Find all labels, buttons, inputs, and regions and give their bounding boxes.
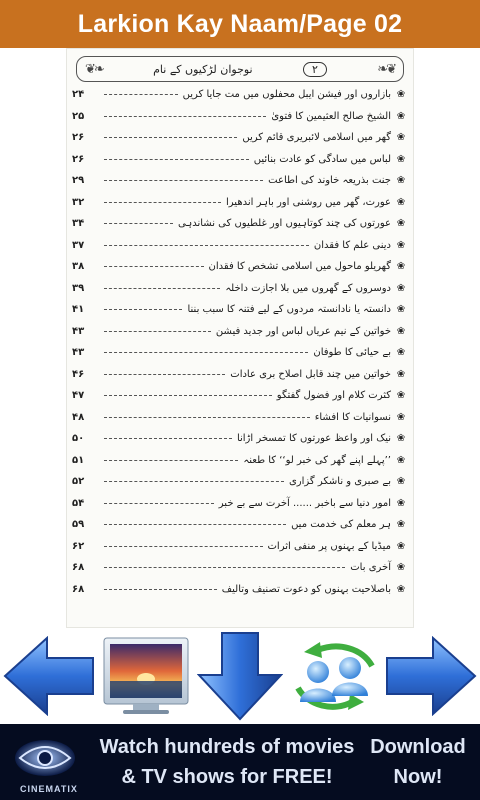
toc-leader-dots xyxy=(104,524,286,525)
toc-leader-dots xyxy=(104,223,173,224)
toc-leader-dots xyxy=(104,309,182,310)
toc-leader-dots xyxy=(104,374,225,375)
toc-entry-title: دانستہ یا نادانستہ مردوں کے لیے فتنہ کا سبب بننا xyxy=(187,304,391,316)
bullet-flower-icon: ❀ xyxy=(396,390,406,402)
toc-leader-dots xyxy=(104,288,220,289)
ad-message-line1: Watch hundreds of movies xyxy=(99,736,355,758)
toc-entry-title: الشیخ صالح العثیمین کا فتویٰ xyxy=(271,110,391,122)
bullet-flower-icon: ❀ xyxy=(396,368,406,380)
page-header-title: نوجوان لڑکیوں کے نام xyxy=(153,62,253,76)
book-page xyxy=(66,48,414,628)
toc-leader-dots xyxy=(104,137,237,138)
toc-entry-page: ۲۵ xyxy=(72,110,85,122)
toc-entry-page: ۴۳ xyxy=(72,347,85,359)
toc-entry xyxy=(72,321,408,343)
toc-entry-title: گھریلو ماحول میں اسلامی تشخص کا فقدان xyxy=(208,261,391,273)
toc-entry-title: عورتوں کی چند کوتاہیوں اور غلطیوں کی نشاندہی xyxy=(178,218,391,230)
ad-cta-line1: Download xyxy=(370,736,466,758)
toc-entry xyxy=(72,235,408,257)
app-title-bar xyxy=(0,0,480,48)
toc-entry xyxy=(72,149,408,171)
next-page-arrow-icon xyxy=(385,636,477,716)
toc-entry-page: ۳۹ xyxy=(72,282,85,294)
toc-entry xyxy=(72,471,408,493)
toc-leader-dots xyxy=(104,159,249,160)
toc-entry-page: ۶۸ xyxy=(72,583,85,595)
toc-entry-title: دینی علم کا فقدان xyxy=(313,239,391,251)
ad-message xyxy=(92,732,362,792)
toc-entry-title: ہر معلم کی خدمت میں xyxy=(291,519,391,531)
previous-page-button[interactable] xyxy=(0,628,98,724)
toc-entry-page: ۴۳ xyxy=(72,325,85,337)
bullet-flower-icon: ❀ xyxy=(396,454,406,466)
navigation-bar xyxy=(0,628,480,724)
toc-entry-page: ۴۶ xyxy=(72,368,85,380)
toc-leader-dots xyxy=(104,460,238,461)
toc-entry xyxy=(72,106,408,128)
toc-entry-page: ۵۰ xyxy=(72,433,85,445)
toc-entry-title: لباس میں سادگی کو عادت بنائیں xyxy=(253,153,391,165)
toc-entry-title: عورت، گھر میں روشنی اور باہر اندھیرا xyxy=(226,196,391,208)
bullet-flower-icon: ❀ xyxy=(396,476,406,488)
toc-entry xyxy=(72,127,408,149)
bullet-flower-icon: ❀ xyxy=(396,239,406,251)
next-page-button[interactable] xyxy=(382,628,480,724)
toc-entry xyxy=(72,407,408,429)
toc-entry-page: ۴۱ xyxy=(72,304,85,316)
bullet-flower-icon: ❀ xyxy=(396,411,406,423)
toc-entry xyxy=(72,213,408,235)
bullet-flower-icon: ❀ xyxy=(396,282,406,294)
toc-entry-page: ۳۸ xyxy=(72,261,85,273)
toc-leader-dots xyxy=(104,503,214,504)
download-button[interactable] xyxy=(194,628,286,724)
toc-leader-dots xyxy=(104,567,345,568)
toc-entry-page: ۶۸ xyxy=(72,562,85,574)
download-arrow-icon xyxy=(197,631,283,721)
toc-entry-page: ۳۷ xyxy=(72,239,85,251)
toc-entry xyxy=(72,514,408,536)
toc-entry xyxy=(72,493,408,515)
ad-banner[interactable] xyxy=(0,724,480,800)
share-button[interactable] xyxy=(286,628,382,724)
toc-entry xyxy=(72,364,408,386)
bullet-flower-icon: ❀ xyxy=(396,562,406,574)
toc-entry-title: باصلاحیت بہنوں کو دعوت تصنیف وتالیف xyxy=(221,583,391,595)
toc-entry-page: ۲۹ xyxy=(72,175,85,187)
toc-entry-title: خواتین کے نیم عریاں لباس اور جدید فیشن xyxy=(215,325,391,337)
toc-entry xyxy=(72,536,408,558)
toc-leader-dots xyxy=(104,202,221,203)
bullet-flower-icon: ❀ xyxy=(396,196,406,208)
toc-entry xyxy=(72,170,408,192)
toc-entry-title: میڈیا کے بہنوں پر منفی اثرات xyxy=(267,540,391,552)
toc-entry-page: ۶۲ xyxy=(72,540,85,552)
toc-entry-title: دوسروں کے گھروں میں بلا اجازت داخلہ xyxy=(225,282,391,294)
toc-entry xyxy=(72,256,408,278)
toc-entry xyxy=(72,557,408,579)
toc-entry xyxy=(72,428,408,450)
toc-entry-title: نسوانیات کا افشاء xyxy=(314,411,391,423)
toc-entry-page: ۵۹ xyxy=(72,519,85,531)
toc-entry xyxy=(72,450,408,472)
toc-entry xyxy=(72,278,408,300)
bullet-flower-icon: ❀ xyxy=(396,261,406,273)
toc-leader-dots xyxy=(104,116,266,117)
toc-leader-dots xyxy=(104,417,310,418)
page-header xyxy=(76,56,404,82)
toc-entry xyxy=(72,192,408,214)
toc-entry xyxy=(72,342,408,364)
toc-entry-title: خواتین میں چند قابل اصلاح بری عادات xyxy=(230,368,391,380)
bullet-flower-icon: ❀ xyxy=(396,540,406,552)
toc-entry-page: ۵۴ xyxy=(72,497,85,509)
ad-logo-text: CINEMATIX xyxy=(20,784,78,794)
toc-entry-page: ۵۲ xyxy=(72,476,85,488)
toc-entry-page: ۵۱ xyxy=(72,454,85,466)
toc-entry-page: ۴۷ xyxy=(72,390,85,402)
bullet-flower-icon: ❀ xyxy=(396,153,406,165)
toc-leader-dots xyxy=(104,438,232,439)
toc-entry-page: ۳۲ xyxy=(72,196,85,208)
bullet-flower-icon: ❀ xyxy=(396,175,406,187)
toc-leader-dots xyxy=(104,546,263,547)
toc-entry-title: بے صبری و ناشکر گزاری xyxy=(288,476,391,488)
toc-leader-dots xyxy=(104,481,284,482)
toc-leader-dots xyxy=(104,245,309,246)
bullet-flower-icon: ❀ xyxy=(396,519,406,531)
toc-entry-page: ۳۴ xyxy=(72,218,85,230)
share-users-icon xyxy=(288,636,380,716)
bullet-flower-icon: ❀ xyxy=(396,583,406,595)
table-of-contents xyxy=(72,84,408,600)
toc-leader-dots xyxy=(104,395,272,396)
toc-leader-dots xyxy=(104,352,308,353)
toc-entry-page: ۲۶ xyxy=(72,132,85,144)
toc-entry-title: ’’پہلے اپنے گھر کی خبر لو‘‘ کا طعنہ xyxy=(243,454,391,466)
toc-entry-page: ۲۴ xyxy=(72,89,85,101)
toc-entry-title: آخری بات xyxy=(350,562,391,574)
page-number: ۲ xyxy=(303,62,327,77)
bullet-flower-icon: ❀ xyxy=(396,132,406,144)
toc-entry-title: کثرت کلام اور فضول گفتگو xyxy=(276,390,391,402)
toc-entry-title: بے حیائی کا طوفان xyxy=(313,347,391,359)
toc-entry-title: نیک اور واعظ عورتوں کا تمسخر اڑانا xyxy=(236,433,391,445)
bullet-flower-icon: ❀ xyxy=(396,110,406,122)
toc-entry-title: امور دنیا سے باخبر ...... آخرت سے بے خبر xyxy=(218,497,391,509)
ad-message-line2: & TV shows for FREE! xyxy=(121,766,333,788)
bullet-flower-icon: ❀ xyxy=(396,304,406,316)
toc-entry-title: بازاروں اور فیشن ایبل محفلوں میں مت جایا کریں xyxy=(182,89,391,101)
toc-leader-dots xyxy=(104,331,211,332)
toc-leader-dots xyxy=(104,266,204,267)
toc-entry xyxy=(72,84,408,106)
toc-entry-page: ۲۶ xyxy=(72,153,85,165)
app-title: Larkion Kay Naam/Page 02 xyxy=(77,9,403,38)
bullet-flower-icon: ❀ xyxy=(396,497,406,509)
ad-download-cta[interactable] xyxy=(362,732,474,792)
bullet-flower-icon: ❀ xyxy=(396,433,406,445)
ornament-icon: ❧❦ xyxy=(377,61,395,77)
toc-entry xyxy=(72,299,408,321)
toc-entry-title: جنت بذریعہ خاوند کی اطاعت xyxy=(268,175,391,187)
bullet-flower-icon: ❀ xyxy=(396,347,406,359)
toc-entry-title: گھر میں اسلامی لائبریری قائم کریں xyxy=(242,132,391,144)
ornament-icon: ❦❧ xyxy=(85,61,103,77)
toc-leader-dots xyxy=(104,180,263,181)
bullet-flower-icon: ❀ xyxy=(396,325,406,337)
bullet-flower-icon: ❀ xyxy=(396,89,406,101)
toc-entry-page: ۴۸ xyxy=(72,411,85,423)
toc-leader-dots xyxy=(104,589,217,590)
toc-entry xyxy=(72,385,408,407)
set-wallpaper-icon xyxy=(101,635,191,717)
toc-entry xyxy=(72,579,408,601)
toc-leader-dots xyxy=(104,94,178,95)
bullet-flower-icon: ❀ xyxy=(396,218,406,230)
previous-page-arrow-icon xyxy=(3,636,95,716)
set-wallpaper-button[interactable] xyxy=(98,628,194,724)
ad-cta-line2: Now! xyxy=(393,766,443,788)
